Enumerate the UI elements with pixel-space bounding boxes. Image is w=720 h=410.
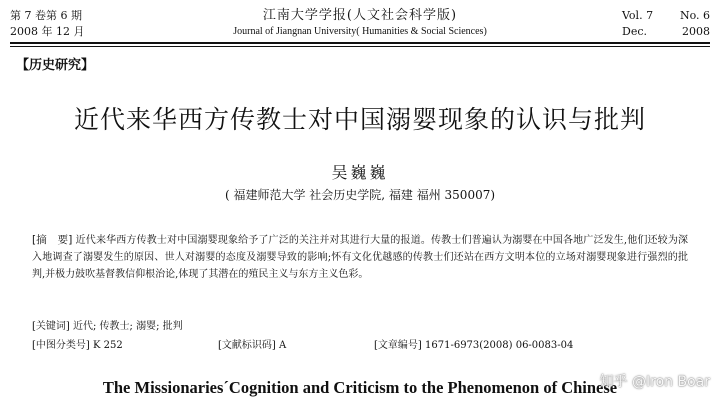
article-number-value: 1671-6973(2008) 06-0083-04: [425, 340, 574, 351]
journal-header: [10, 8, 710, 44]
keywords-text: 近代; 传教士; 溺婴; 批判: [73, 321, 183, 332]
clc-label: [中图分类号]: [32, 340, 90, 351]
keywords: [32, 317, 183, 332]
english-title: The Missionaries´Cognition and Criticism to the Phenomenon of Chinese: [102, 378, 618, 397]
header-rule-thick: [10, 42, 710, 44]
abstract-label: [摘 要]: [32, 234, 73, 246]
doc-code-value: A: [279, 340, 287, 351]
journal-name: [10, 8, 710, 40]
doc-code-label: [文献标识码]: [218, 340, 276, 351]
clc-value: K 252: [93, 340, 123, 351]
article-number: [374, 336, 573, 351]
abstract-text: 近代来华西方传教士对中国溺婴现象给予了广泛的关注并对其进行大量的报道。传教士们普遍认为溺婴在中国各地广泛发生,他们还较为深入地调查了溺婴发生的原因、世人对溺婴的态度及溺婴导致的影响;怀有文化优越感的传教士们还站在西方文明本位的立场对溺婴现象进行强烈的批判,并极力鼓吹基督教信仰根治论,体现了其潜在的殖民主义与东方主义色彩。: [32, 235, 688, 280]
journal-name-en: Journal of Jiangnan University( Humanities & Social Sciences): [233, 26, 487, 37]
keywords-label: [关键词]: [32, 321, 70, 332]
month-en: Dec.: [622, 25, 647, 38]
issue-en: No. 6: [679, 9, 710, 22]
header-rule-thin: [10, 46, 710, 47]
section-label: 【历史研究】: [16, 58, 95, 73]
watermark: 知乎 @Iron Boar: [599, 374, 710, 390]
author-name: 吴巍巍: [331, 163, 389, 182]
document-code: [218, 336, 286, 351]
classification-meta: [32, 336, 688, 352]
issue-info-right: [622, 8, 710, 40]
abstract: [32, 232, 688, 283]
article-number-label: [文章编号]: [374, 340, 422, 351]
journal-name-cn: 江南大学学报(人文社会科学版): [262, 8, 458, 23]
year-en: 2008: [682, 25, 710, 38]
volume-en: Vol. 7: [622, 9, 654, 22]
date-cn: 2008 年 12 月: [10, 25, 85, 38]
clc-number: [32, 336, 123, 351]
author-affiliation: ( 福建师范大学 社会历史学院, 福建 福州 350007): [224, 188, 496, 202]
volume-issue-cn: 第 7 卷第 6 期: [10, 9, 82, 22]
article-title: 近代来华西方传教士对中国溺婴现象的认识与批判: [73, 105, 646, 134]
